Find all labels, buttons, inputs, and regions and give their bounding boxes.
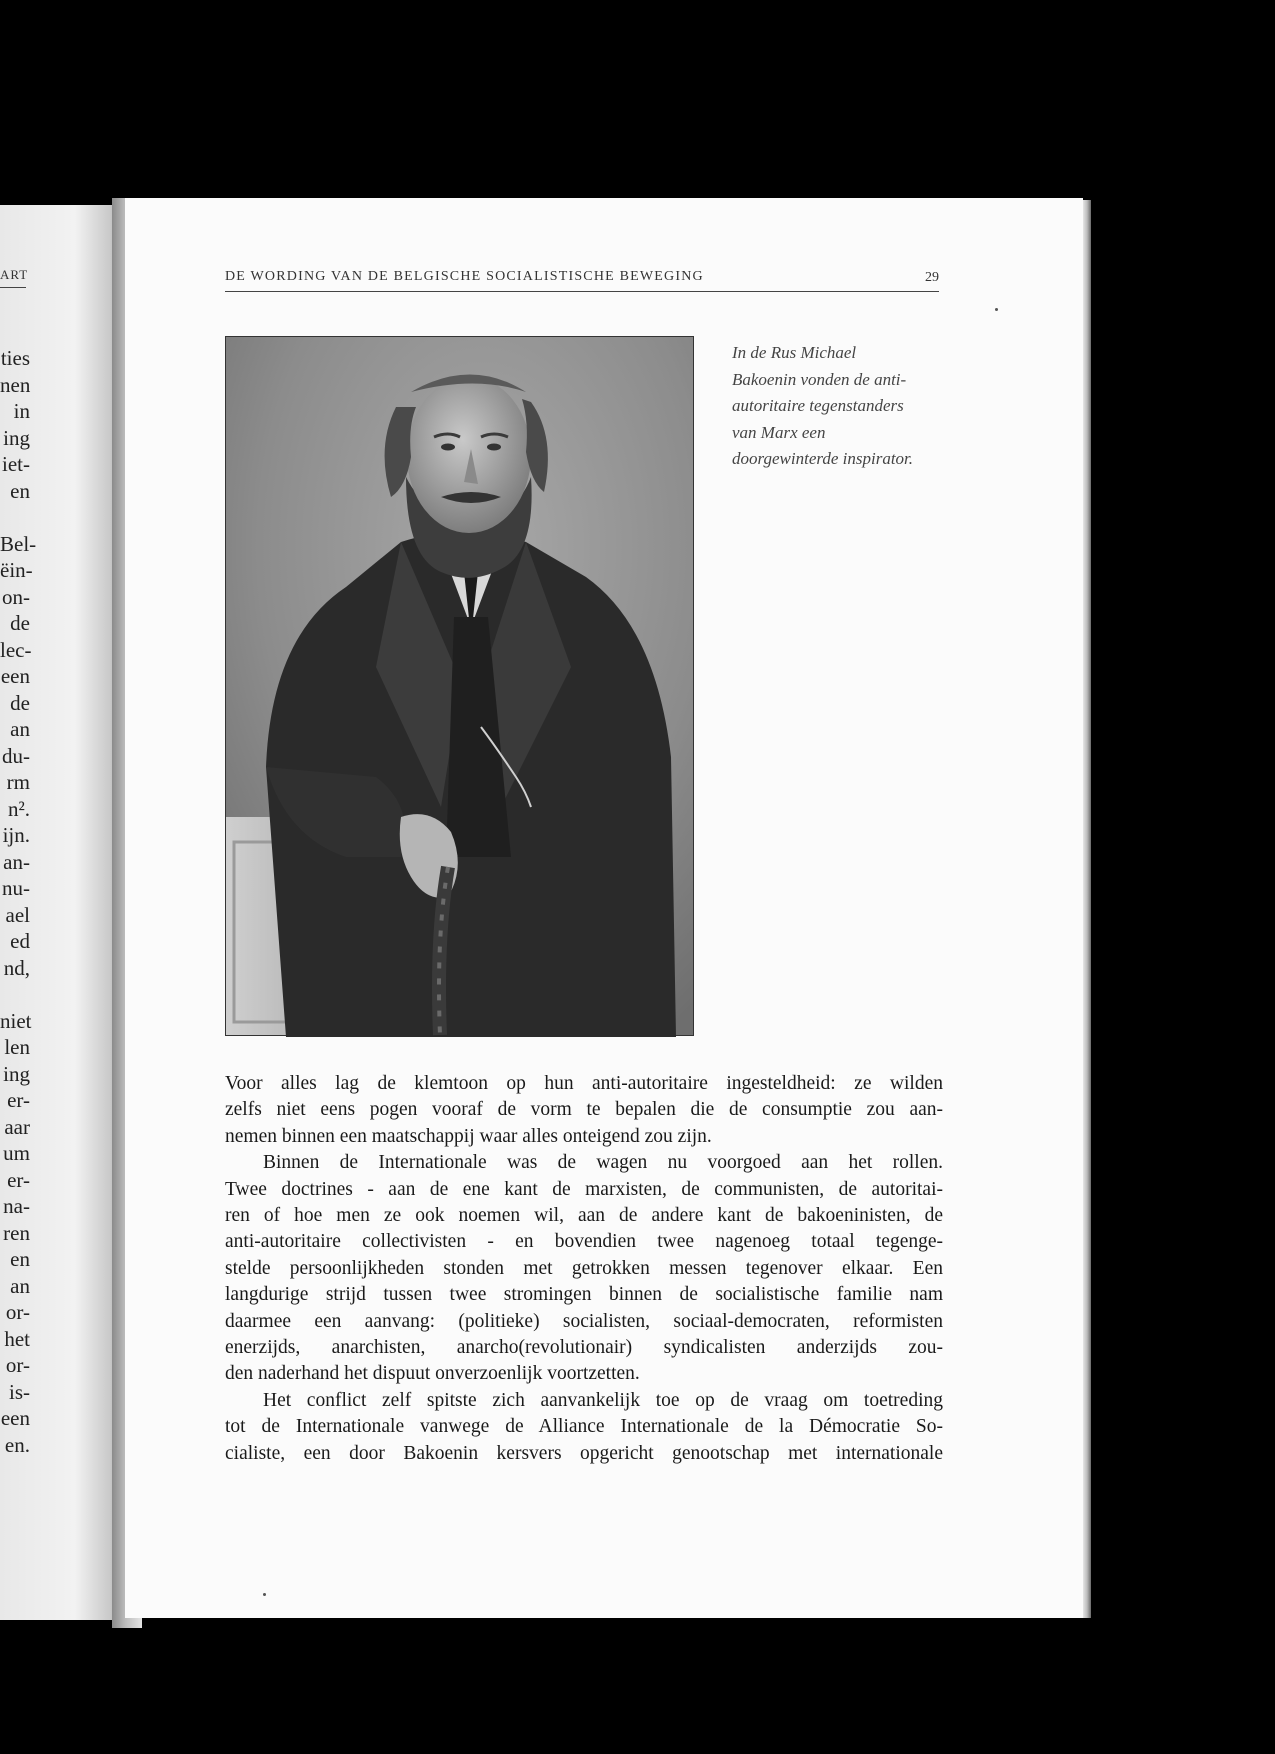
left-page-line-fragment: er-: [7, 1167, 30, 1192]
body-line: enerzijds, anarchisten, anarcho(revolutionair) syndicalisten anderzijds zou-: [225, 1337, 943, 1359]
left-page-line-fragment: ijn.: [2, 823, 30, 847]
caption-line: doorgewinterde inspirator.: [732, 449, 914, 468]
left-page-line-fragment: n².: [7, 796, 30, 821]
left-page-line-fragment: du-: [2, 743, 30, 768]
left-page-line-fragment: iet-: [2, 452, 30, 476]
left-page-line-fragment: or-: [5, 1353, 30, 1377]
right-page: [125, 198, 1083, 1618]
left-page-line-fragment: nu-: [2, 876, 30, 900]
left-page-line-fragment: na-: [3, 1194, 30, 1218]
left-page-line-fragment: in: [13, 399, 30, 423]
left-page-line-fragment: ael: [5, 902, 30, 927]
body-line: Voor alles lag de klemtoon op hun anti-autoritaire ingesteldheid: ze wilden: [225, 1073, 943, 1094]
left-page-line-fragment: or-: [5, 1300, 30, 1324]
left-page-line-fragment: ëin-: [0, 558, 33, 582]
left-page-line-fragment: an-: [3, 849, 30, 874]
left-page-line-fragment: ties: [0, 346, 30, 370]
figure-caption: [732, 340, 942, 473]
left-page-line-fragment: ing: [3, 1061, 30, 1086]
page-number: 29: [925, 270, 939, 285]
left-page-line-fragment: an: [10, 1273, 30, 1298]
left-page-line-fragment: het: [4, 1326, 30, 1351]
scan-speck: [263, 1593, 266, 1596]
left-page-line-fragment: de: [10, 690, 30, 715]
caption-line: van Marx een: [732, 422, 826, 442]
body-line: den naderhand het dispuut onverzoenlijk voortzetten.: [225, 1363, 640, 1385]
portrait-photograph: [225, 336, 694, 1036]
body-line: daarmee een aanvang: (politieke) socialisten, sociaal-democraten, reformisten: [225, 1310, 943, 1332]
body-line: langdurige strijd tussen twee stromingen binnen de socialistische familie nam: [225, 1284, 943, 1306]
left-page-line-fragment: [0, 504, 30, 531]
page-edge: [1083, 200, 1091, 1618]
portrait-image: [226, 337, 693, 1035]
left-page-line-fragment: aar: [4, 1114, 30, 1139]
left-page-line-fragment: Bel-: [0, 531, 37, 556]
left-page-line-fragment: um: [3, 1141, 30, 1165]
left-page-line-fragment: lec-: [0, 637, 32, 662]
left-page-line-fragment: rm: [6, 770, 30, 794]
body-line: stelde persoonlijkheden stonden met getrokken messen tegenover elkaar. Een: [225, 1257, 943, 1279]
left-page: [0, 205, 125, 1620]
body-line: zelfs niet eens pogen vooraf de vorm te bepalen die de consumptie zou aan-: [225, 1099, 943, 1121]
body-line: ren of hoe men ze ook noemen wil, aan de andere kant de bakoeninisten, de: [225, 1205, 943, 1227]
left-page-line-fragment: ing: [3, 425, 30, 450]
left-page-line-fragment: nd,: [3, 955, 30, 980]
caption-line: In de Rus Michael: [732, 343, 857, 362]
left-page-line-fragment: een: [0, 664, 30, 688]
left-page-line-fragment: een: [0, 1406, 30, 1430]
left-page-line-fragment: ed: [10, 929, 30, 953]
body-line: anti-autoritaire collectivisten - en bovendien twee nagenoeg totaal tegenge-: [225, 1231, 943, 1253]
left-page-header-fragment: ART: [0, 267, 26, 288]
body-text: [225, 1071, 943, 1467]
body-line: nemen binnen een maatschappij waar alles onteigend zou zijn.: [225, 1125, 712, 1147]
left-page-line-fragment: on-: [2, 584, 30, 609]
left-page-line-fragment: an: [10, 717, 30, 741]
left-page-line-fragment: de: [10, 611, 30, 635]
left-page-text-fragments: [0, 345, 37, 1458]
left-page-line-fragment: nen: [0, 372, 31, 397]
body-line: Binnen de Internationale was de wagen nu voorgoed aan het rollen.: [263, 1152, 943, 1174]
left-page-line-fragment: en: [10, 1247, 30, 1271]
running-header-title: DE WORDING VAN DE BELGISCHE SOCIALISTISCHE BEWEGING: [225, 269, 704, 284]
body-line: Het conflict zelf spitste zich aanvankelijk toe op de vraag om toetreding: [263, 1389, 943, 1411]
body-line: Twee doctrines - aan de ene kant de marxisten, de communisten, de autoritai-: [225, 1178, 943, 1200]
left-page-line-fragment: en.: [4, 1432, 30, 1457]
body-line: cialiste, een door Bakoenin kersvers opgericht genootschap met internationale: [225, 1442, 943, 1464]
left-page-line-fragment: is-: [9, 1379, 30, 1404]
scan-speck: [995, 308, 998, 311]
body-line: tot de Internationale vanwege de Alliance Internationale de la Démocratie So-: [225, 1416, 943, 1438]
running-header: [225, 269, 939, 292]
left-page-line-fragment: ren: [3, 1220, 30, 1245]
left-page-line-fragment: [0, 981, 30, 1008]
left-page-line-fragment: niet: [0, 1008, 32, 1033]
left-page-line-fragment: en: [10, 478, 30, 503]
caption-line: Bakoenin vonden de anti-: [732, 369, 907, 389]
caption-line: autoritaire tegenstanders: [732, 396, 904, 415]
left-page-line-fragment: len: [4, 1035, 30, 1059]
left-page-line-fragment: er-: [7, 1088, 30, 1112]
